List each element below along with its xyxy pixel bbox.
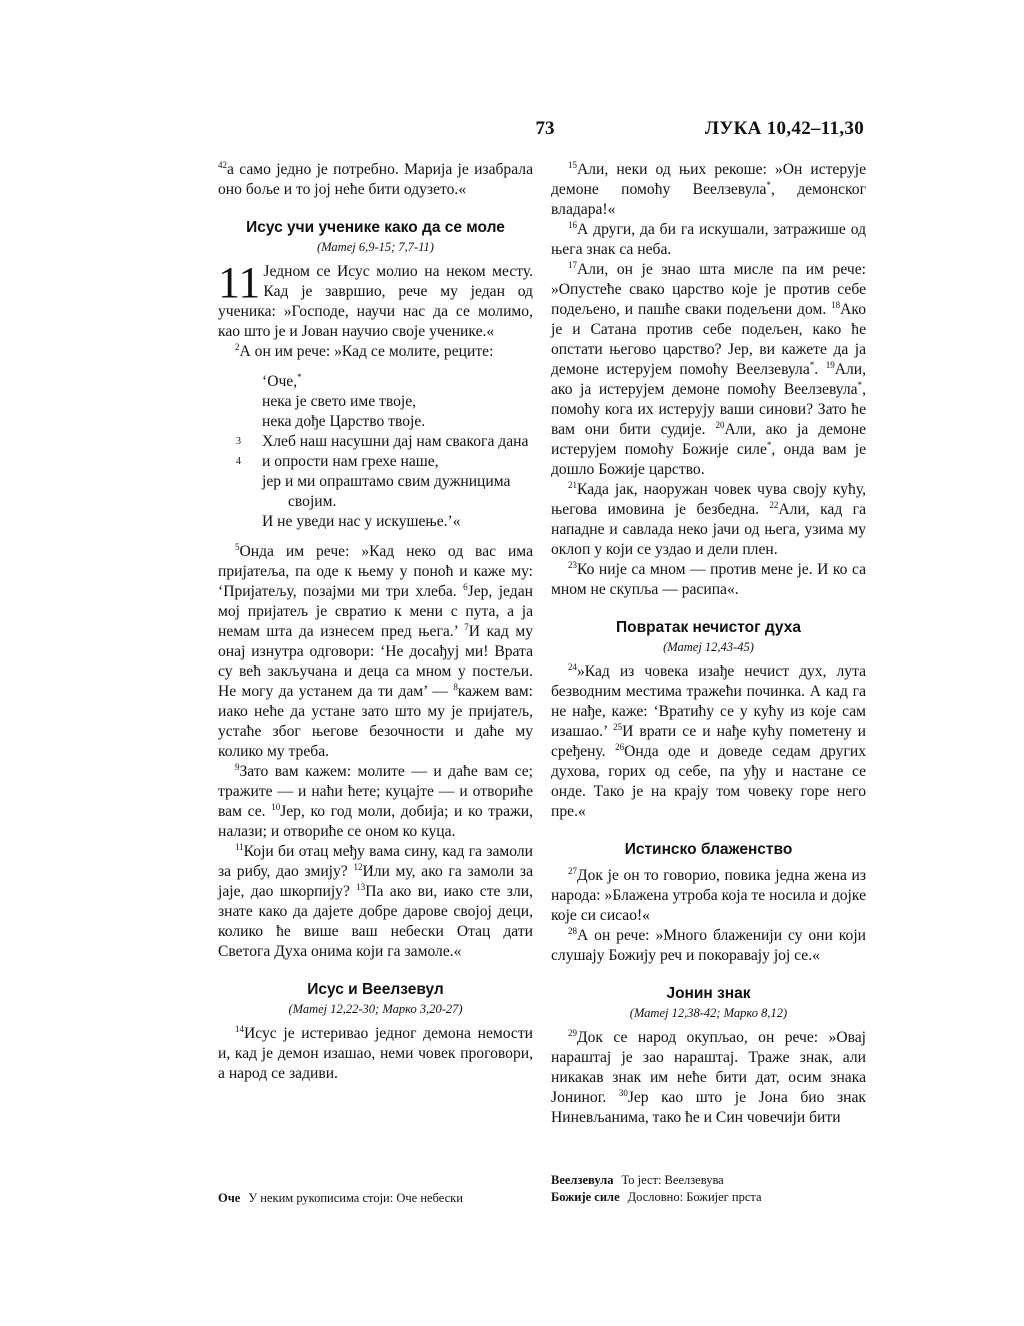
poem-line: јер и ми опраштамо свим дужницима [262,473,511,490]
verse-number: 16 [568,220,577,230]
text-run: То јест: Веелзевува [621,1173,724,1187]
footnotes-right [551,1172,762,1206]
paragraph [551,926,866,966]
text-run: Дословно: Божијег прста [627,1190,762,1204]
footnote-marker: * [857,380,863,390]
verse-number: 21 [568,480,577,490]
verse-number: 23 [568,560,577,570]
poem-line: својим. [288,493,337,510]
paragraph [218,542,533,762]
text-run: Јер као што је Јона био знак Ниневљанима, тако ће и Син човечији бити [551,1089,866,1126]
verse-number: 9 [235,762,240,772]
verse-number: 6 [463,582,468,592]
footnote [551,1189,762,1206]
verse-number: 25 [613,722,623,732]
text-run: кажем вам: иако неће да устане зато што му је пријатељ, устаће због његове безочности и даће му колико му треба. [218,683,533,760]
verse-number: 19 [825,360,835,370]
paragraph [551,260,866,480]
text-run: А други, да би га искушали, затражише од њега знак са неба. [551,221,866,258]
verse-number: 22 [769,500,779,510]
text-run: Па ако ви, иако сте зли, знате како да дајете добре дарове својој деци, колико ће више ваш небески Отац дати Светога Духа онима који га замоле.« [218,883,533,960]
text-run: А он рече: »Много блаженији су они који слушају Божију реч и покоравају јој се.« [551,927,866,964]
text-run: , помоћу кога их истерују ваши синови? Зато ће вам они бити судије. [551,381,866,438]
poem-line [262,372,533,392]
footnote [551,1172,762,1189]
paragraph [551,560,866,600]
text-run: Онда им рече: »Кад неко од вас има пријатеља, па оде к њему у поноћ и каже му: ‘Пријатељу, позајми ми три хлеба. [218,543,533,600]
text-run: Када јак, наоружан човек чува своју кућу, његова имовина је безбедна. [551,481,866,518]
section-reference: (Матеј 12,38-42; Марко 8,12) [629,1006,788,1020]
verse-number: 27 [568,866,577,876]
verse-number: 5 [235,542,240,552]
text-run: Али, он је знао шта мисле па им рече: »Опустеће свако царство које је против себе подељено, и пашће сваки подељени дом. [551,261,866,318]
verse-number: 10 [271,802,281,812]
paragraph [551,662,866,822]
footnotes-left [218,1190,463,1207]
text-run: Онда оде и доведе седам других духова, горих од себе, па уђу и настане се онде. Тако је на крају том човеку горе него пре.« [551,743,866,820]
running-head: ЛУКА 10,42–11,30 [704,118,864,139]
text-run: Док се народ окупљао, он рече: »Овај нараштај је зао нараштај. Траже знак, али никакав знак им неће бити дат, осим знака Јониног. [551,1029,866,1106]
footnote-term: Оче [218,1191,241,1205]
paragraph [218,1024,533,1084]
page-number: 73 [535,118,555,139]
poem-line [236,432,533,452]
paragraph [218,842,533,962]
verse-number: 29 [568,1028,577,1038]
section-reference: (Матеј 12,22-30; Марко 3,20-27) [288,1002,463,1016]
text-run: И врати се и нађе кућу пометену и сређену. [551,723,866,760]
paragraph [551,480,866,560]
footnote-term: Божије силе [551,1190,620,1204]
verse-number: 14 [235,1024,244,1034]
section-heading: Исус и Веелзевул [307,981,444,998]
verse-number: 12 [353,862,363,872]
text-run: , онда вам је дошло Божије царство. [551,441,866,478]
section-heading: Повратак нечистог духа [616,619,801,636]
paragraph [551,866,866,926]
verse-number: 15 [568,160,577,170]
text-run: Али, неки од њих рекоше: »Он истерује демоне помоћу Веелзевула [551,161,866,198]
verse-number: 11 [235,842,244,852]
lords-prayer-poem [236,372,533,532]
verse-number: 8 [453,682,458,692]
text-run: Али, ако ја истерујем демоне помоћу Веелзевула [551,361,866,398]
section-reference: (Матеј 12,43-45) [663,640,754,654]
paragraph [551,1028,866,1128]
text-run: Али, кад га нападне и савлада неко јачи од њега, узима му оклоп у који се уздао и дели плен. [551,501,866,558]
poem-line [236,452,533,472]
verse-number: 7 [464,622,469,632]
poem-line: нека дође Царство твоје. [262,413,426,430]
paragraph [218,762,533,842]
text-run: Док је он то говорио, повика једна жена из народа: »Блажена утроба која те носила и дојке које си сисао!« [551,867,866,924]
verse-number: 26 [615,742,625,752]
left-column [218,160,533,1084]
footnote-term: Веелзевула [551,1173,614,1187]
paragraph [551,160,866,220]
footnote [218,1190,463,1207]
text-run: У неким рукописима стоји: Оче небески [248,1191,463,1205]
text-run: , демонског владара!« [551,181,866,218]
poem-line: И не уведи нас у искушење.’« [262,513,461,530]
paragraph [551,220,866,260]
text-run: Ако је и Сатана против себе подељен, како ће опстати његово царство? Јер, ви кажете да ја демоне истерујем помоћу Веелзевула [551,301,866,378]
verse-number: 4 [236,456,241,467]
text-run: . [814,361,819,378]
verse-number: 17 [568,260,577,270]
text-run: Зато вам кажем: молите — и даће вам се; тражите — и наћи ћете; куцајте — и отвориће вам се. [218,763,533,820]
text-run: Хлеб наш насушни дај нам свакога дана [262,433,529,450]
footnote-marker: * [766,440,772,450]
verse-number: 20 [715,420,725,430]
verse-number: 18 [831,300,841,310]
text-run: и опрости нам грехе наше, [262,453,439,470]
footnote-marker: * [766,180,771,190]
verse-number: 2 [235,342,240,352]
text-run: И кад му онај изнутра одговори: ‘Не досађуј ми! Врата су већ закључана и деца са мном у постељи. Не могу да устанем да ти дам’ — [218,623,534,700]
right-column [551,160,866,1128]
text-run: Јер, ко год моли, добија; и ко тражи, налази; и отвориће се оном ко куца. [218,803,534,840]
verse-number: 42 [218,160,227,170]
section-heading: Јонин знак [666,985,751,1002]
chapter-number: 11 [218,258,261,307]
text-run: Или му, ако га замоли за јаје, дао шкорпију? [218,863,534,900]
verse-number: 13 [356,882,366,892]
text-run: Ко није са мном — против мене је. И ко са мном не скупља — расипа«. [551,561,866,598]
verse-number: 28 [568,926,577,936]
text-run: »Кад из човека изађе нечист дух, лута безводним местима тражећи починка. А кад га не нађе, каже: ‘Вратићу се у кућу из које сам изашао.’ [551,663,866,740]
text-run: Који би отац међу вама сину, кад га замоли за рибу, дао змију? [218,843,533,880]
text-run: ‘Оче, [262,373,298,390]
chapter-paragraph [218,258,533,342]
paragraph [218,160,533,200]
footnote-marker: * [297,372,302,382]
text-run: Исус је истеривао једног демона немости и, кад је демон изашао, неми човек проговори, а народ се задиви. [218,1025,533,1082]
verse-number: 24 [568,662,577,672]
text-run: А он им рече: »Кад се молите, реците: [239,343,494,360]
text-run: Јер, један мој пријатељ је свратио к мени с пута, а ја немам шта да изнесем пред њега.’ [218,583,533,640]
section-heading: Исус учи ученике како да се моле [246,219,505,236]
text-run: Али, ако ја демоне истерујем помоћу Божије силе [551,421,866,458]
text-run: а само једно је потребно. Марија је изабрала оно боље и то јој неће бити одузето.« [218,161,533,198]
section-reference: (Матеј 6,9-15; 7,7-11) [317,240,434,254]
section-heading: Истинско блаженство [624,841,793,858]
verse-number: 3 [236,436,241,447]
verse-number: 30 [618,1088,628,1098]
footnote-marker: * [809,360,815,370]
paragraph [218,342,533,362]
poem-line: нека је свето име твоје, [262,393,417,410]
text-run: Једном се Исус молио на неком месту. Кад је завршио, рече му један од ученика: »Господе, научи нас да се молимо, као што је и Јован научио своје ученике.« [218,263,533,340]
